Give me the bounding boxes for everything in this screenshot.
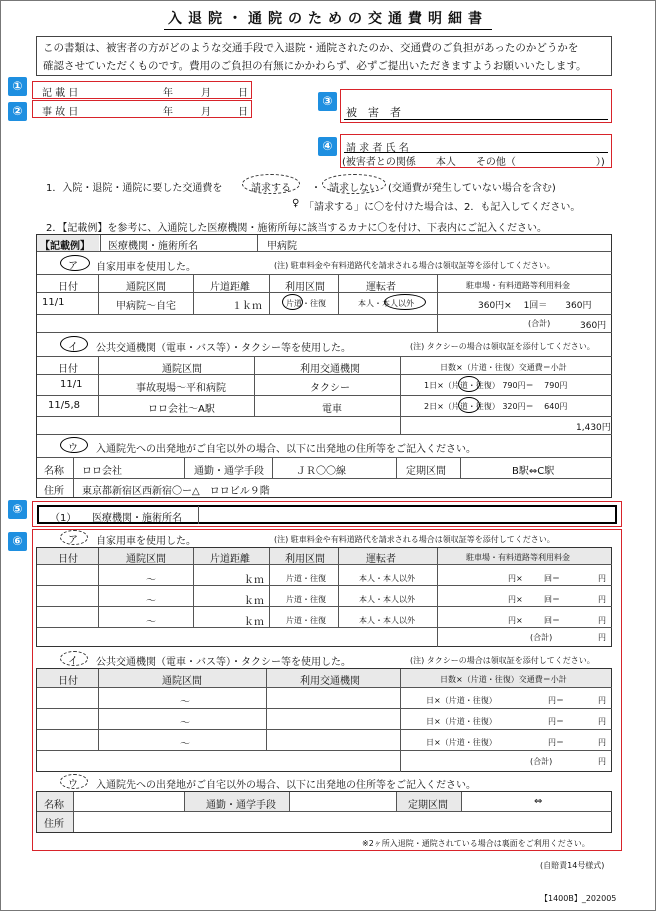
example-inst-label: 医療機関・施術所名 xyxy=(108,241,198,252)
back-page-note: ※2ヶ所入退院・通院されている場合は裏面をご利用ください。 xyxy=(362,839,590,848)
ex-b-r1-route: 事故現場～平和病院 xyxy=(136,383,226,394)
badge-5: ⑤ xyxy=(8,500,27,519)
ex-b-h-route: 通院区間 xyxy=(162,364,202,375)
form-kana-a: ア xyxy=(68,535,78,546)
ex-c-addr-label: 住所 xyxy=(44,486,64,497)
form-c-means-label: 通勤・通学手段 xyxy=(206,800,276,811)
example-kana-c: ウ xyxy=(68,443,78,454)
entry-day-unit: 日 xyxy=(238,88,248,99)
form-c-name-label: 名称 xyxy=(44,800,64,811)
example-kana-b: イ xyxy=(68,342,78,353)
ex-b-r2-route: ロロ会社～A駅 xyxy=(148,404,215,415)
badge-4: ④ xyxy=(318,137,337,156)
ex-a-h-dist: 片道距離 xyxy=(210,282,250,293)
document-code: 【1400B】_202005 xyxy=(540,894,617,903)
accident-date-label: 事 故 日 xyxy=(42,107,79,118)
victim-label: 被 害 者 xyxy=(346,106,401,119)
ex-a-h-driver: 運転者 xyxy=(366,282,396,293)
bulb-icon: ♀ xyxy=(292,198,300,209)
ex-b-r1-date: 11/1 xyxy=(60,379,83,390)
ex-a-row-route: 甲病院～自宅 xyxy=(116,301,176,312)
claimant-label: 請 求 者 氏 名 xyxy=(346,143,409,154)
example-kana-a: ア xyxy=(68,261,78,272)
form-a-h-use: 利用区間 xyxy=(285,554,325,565)
q1-parenthetical: (交通費が発生していない場合を含む) xyxy=(388,183,556,194)
ex-a-row-dist: １ｋｍ xyxy=(232,301,262,312)
ex-a-total: 360円 xyxy=(580,321,607,331)
form-b-note: (注) タクシーの場合は領収証を添付してください。 xyxy=(410,656,595,665)
ex-b-r2-means: 電車 xyxy=(322,404,342,415)
form-a-h-dist: 片道距離 xyxy=(210,554,250,565)
ex-b-total: 1,430円 xyxy=(576,423,611,433)
form-kana-b: イ xyxy=(68,656,78,667)
example-inst-value: 甲病院 xyxy=(267,241,297,252)
ex-a-h-route: 通院区間 xyxy=(126,282,166,293)
ex-c-means-label: 通勤・通学手段 xyxy=(194,466,264,477)
intro-box xyxy=(36,36,612,76)
title-underline xyxy=(164,29,492,30)
ex-a-h-use: 利用区間 xyxy=(285,282,325,293)
example-c-title: 入通院先への出発地がご自宅以外の場合、以下に出発地の住所等をご記入ください。 xyxy=(96,444,476,455)
ex-b-h-calc: 日数×（片道・往復）交通費＝小計 xyxy=(440,363,567,372)
victim-underline xyxy=(344,119,608,120)
intro-line-2: 確認させていただくものです。費用のご負担の有無にかかわらず、必ずご提出いただきますようお願いいたします。 xyxy=(43,60,587,72)
ex-c-addr: 東京都新宿区西新宿〇ー△ ロロビル９階 xyxy=(82,486,270,497)
form-c-name-input[interactable] xyxy=(74,792,184,811)
ex-c-name-label: 名称 xyxy=(44,466,64,477)
accident-day-unit: 日 xyxy=(238,107,248,118)
form-b-h-calc: 日数×（片道・往復）交通費＝小計 xyxy=(440,675,567,684)
form-b-title: 公共交通機関（電車・バス等）・タクシー等を使用した。 xyxy=(96,657,351,668)
ex-a-row-use: 片道・往復 xyxy=(286,299,326,308)
badge-1: ① xyxy=(8,77,27,96)
ex-c-name: ロロ会社 xyxy=(82,466,122,477)
ex-b-r1-calc: 1日×（片道・往復） 790円＝ 790円 xyxy=(424,381,568,390)
badge-3: ③ xyxy=(318,92,337,111)
entry-year-unit: 年 xyxy=(163,88,173,99)
ex-b-h-date: 日付 xyxy=(58,364,78,375)
entry-date-label: 記 載 日 xyxy=(42,88,79,99)
ex-c-pass-label: 定期区間 xyxy=(406,466,446,477)
ex-b-r2-date: 11/5,8 xyxy=(48,400,80,411)
ex-a-h-fee: 駐車場・有料道路等利用料金 xyxy=(466,281,570,290)
option-separator: ・ xyxy=(311,183,321,194)
form-a-title: 自家用車を使用した。 xyxy=(96,536,196,547)
ex-c-means: ＪＲ〇〇線 xyxy=(296,466,346,477)
ex-b-r1-means: タクシー xyxy=(310,383,350,394)
badge-2: ② xyxy=(8,102,27,121)
ex-a-row-fee: 360円× 1回＝ 360円 xyxy=(478,301,592,311)
entry-month-unit: 月 xyxy=(201,88,211,99)
section5-inst-label: 医療機関・施術所名 xyxy=(92,513,182,524)
form-b-h-route: 通院区間 xyxy=(162,676,202,687)
form-a-total-label: (合計) xyxy=(530,633,553,642)
example-b-title: 公共交通機関（電車・バス等）・タクシー等を使用した。 xyxy=(96,343,351,354)
form-a-h-route: 通院区間 xyxy=(126,554,166,565)
form-c-title: 入通院先への出発地がご自宅以外の場合、以下に出発地の住所等をご記入ください。 xyxy=(96,780,476,791)
ex-a-row-driver: 本人・本人以外 xyxy=(358,299,414,308)
example-b-note: (注) タクシーの場合は領収証を添付してください。 xyxy=(410,342,595,351)
ex-b-h-means: 利用交通機関 xyxy=(300,364,360,375)
ex-a-row-date: 11/1 xyxy=(42,297,65,308)
form-b-total-label: (合計) xyxy=(530,757,553,766)
claim-option: 請求する xyxy=(251,183,291,194)
ex-a-total-label: (合計) xyxy=(528,319,551,328)
ex-c-pass: B駅⇔C駅 xyxy=(512,466,555,477)
form-a-note: (注) 駐車料金や有料道路代を請求される場合は領収証等を添付してください。 xyxy=(274,535,555,544)
q1-text: 1．入院・退院・通院に要した交通費を xyxy=(46,183,223,194)
form-a-total-yen: 円 xyxy=(598,633,606,642)
badge-6: ⑥ xyxy=(8,532,27,551)
example-a-title: 自家用車を使用した。 xyxy=(96,262,196,273)
example-label: 【記載例】 xyxy=(40,241,90,252)
no-claim-option: 請求しない xyxy=(329,183,379,194)
form-c-addr-label: 住所 xyxy=(44,819,64,830)
form-number: (自賠責14号様式) xyxy=(540,861,605,870)
form-a-h-date: 日付 xyxy=(58,554,78,565)
example-a-note: (注) 駐車料金や有料道路代を請求される場合は領収証等を添付してください。 xyxy=(274,261,555,270)
form-b-h-date: 日付 xyxy=(58,676,78,687)
ex-a-h-date: 日付 xyxy=(58,282,78,293)
section5-number: （1） xyxy=(50,513,77,524)
form-b-total-yen: 円 xyxy=(598,757,606,766)
form-c-arrow-icon: ⇔ xyxy=(534,796,543,807)
intro-line-1: この書類は、被害者の方がどのような交通手段で入退院・通院されたのか、交通費のご負担があったのかどうかを xyxy=(43,42,579,54)
q2-text: 2．【記載例】を参考に、入通院した医療機関・施術所毎に該当するカナに〇を付け、下表内にご記入ください。 xyxy=(46,223,547,234)
form-a-h-driver: 運転者 xyxy=(366,554,396,565)
document-title: 入退院・通院のための交通費明細書 xyxy=(168,11,488,27)
relation-label: (被害者との関係 本人 その他（ ）) xyxy=(342,157,605,168)
form-a-h-fee: 駐車場・有料道路等利用料金 xyxy=(466,553,570,562)
form-c-addr-input[interactable] xyxy=(74,812,611,832)
accident-year-unit: 年 xyxy=(163,107,173,118)
q1-note: 「請求する」に〇を付けた場合は、2．も記入してください。 xyxy=(304,202,581,213)
accident-month-unit: 月 xyxy=(201,107,211,118)
ex-b-r2-calc: 2日×（片道・往復） 320円＝ 640円 xyxy=(424,402,568,411)
form-kana-c: ウ xyxy=(68,779,78,790)
form-c-pass-label: 定期区間 xyxy=(408,800,448,811)
form-b-h-means: 利用交通機関 xyxy=(300,676,360,687)
